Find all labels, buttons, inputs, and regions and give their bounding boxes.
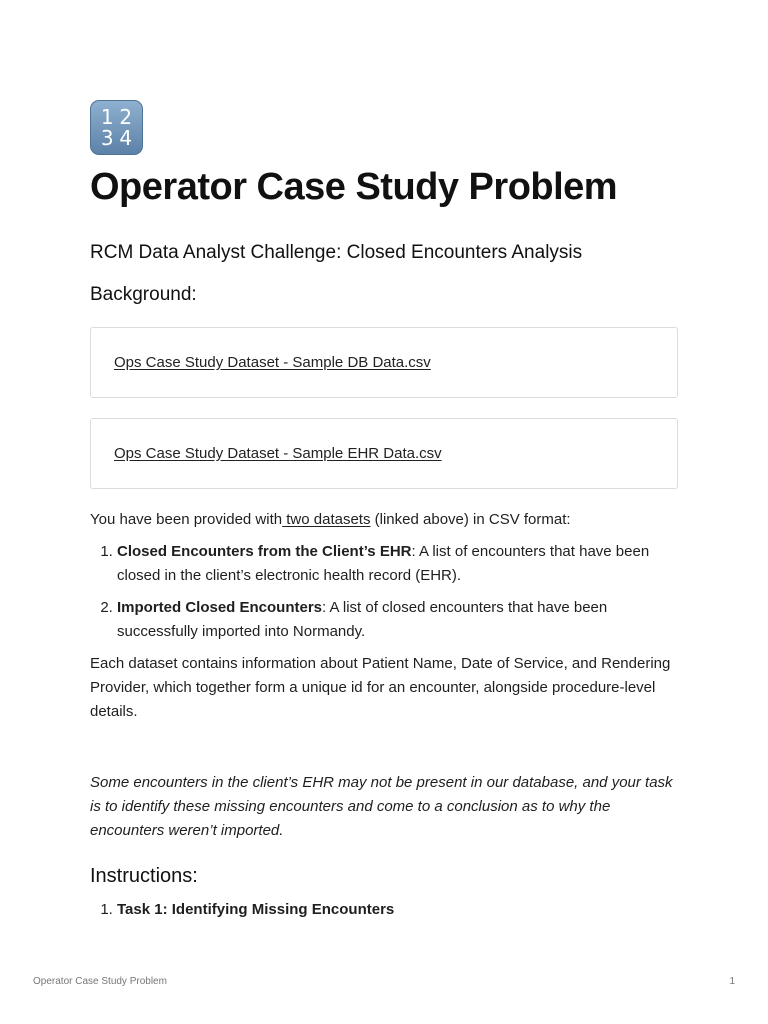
intro-text-before: You have been provided with xyxy=(90,511,283,528)
dataset-description: : A list of encounters that have been closed in the client’s electronic health record (EHR). xyxy=(117,543,650,584)
intro-text-after: (linked above) in CSV format: xyxy=(370,511,571,528)
background-heading: Background: xyxy=(90,284,197,305)
challenge-subtitle: RCM Data Analyst Challenge: Closed Encounters Analysis xyxy=(90,242,583,263)
icon-digit: 3 xyxy=(100,125,114,150)
intro-paragraph xyxy=(90,508,678,532)
page-title: Operator Case Study Problem xyxy=(90,166,618,208)
list-item xyxy=(117,596,678,644)
dataset-description: : A list of closed encounters that have been successfully imported into Normandy. xyxy=(117,599,608,640)
attachment-card-ehr-data[interactable] xyxy=(90,418,678,489)
input-numbers-icon xyxy=(90,100,143,155)
document-body xyxy=(90,100,678,922)
dataset-description-paragraph: Each dataset contains information about Patient Name, Date of Service, and Rendering Provider, which together form a unique id for an encounter, alongside procedure-level details. xyxy=(90,655,671,720)
instructions-heading: Instructions: xyxy=(90,865,198,887)
two-datasets-link[interactable]: two datasets xyxy=(282,511,371,528)
dataset-list xyxy=(90,540,678,644)
task-note: Some encounters in the client’s EHR may not be present in our database, and your task is to identify these missing encounters and come to a conclusion as to why the encounters weren’t imported. xyxy=(90,774,673,839)
list-item xyxy=(117,898,678,922)
footer-document-name: Operator Case Study Problem xyxy=(33,976,167,987)
attachment-link-db-data[interactable]: Ops Case Study Dataset - Sample DB Data.csv xyxy=(114,354,431,371)
dataset-name: Imported Closed Encounters xyxy=(117,599,323,616)
dataset-name: Closed Encounters from the Client’s EHR xyxy=(117,543,412,560)
task-title: Task 1: Identifying Missing Encounters xyxy=(117,901,395,918)
attachment-card-db-data[interactable] xyxy=(90,327,678,398)
icon-digit: 1 xyxy=(100,104,114,129)
footer-page-number: 1 xyxy=(729,976,735,987)
icon-digit: 2 xyxy=(119,104,133,129)
list-item xyxy=(117,540,678,588)
task-list xyxy=(90,898,678,922)
attachment-link-ehr-data[interactable]: Ops Case Study Dataset - Sample EHR Data.csv xyxy=(114,445,442,462)
icon-digit: 4 xyxy=(119,125,133,150)
